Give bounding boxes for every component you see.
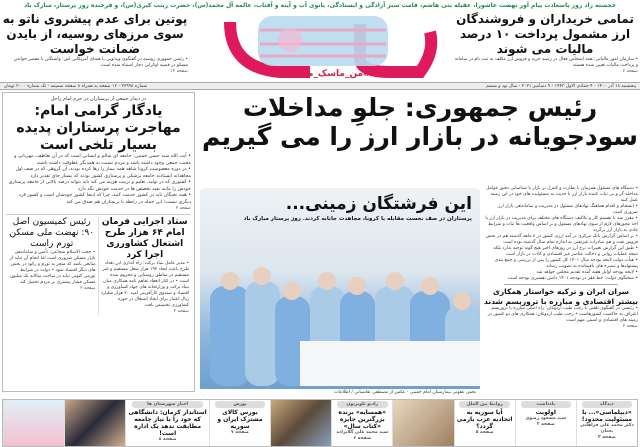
tag: اخبار شهرستان ها — [132, 401, 203, 408]
headline: سران ایران و ترکیه خواستار همکاری بیشتر اقتصادی و مبارزه با تروریسم شدند — [484, 287, 638, 306]
page-ref: صفحه ۵ — [475, 430, 494, 435]
title: بورس کالای مشترک ایران و سوریه — [217, 409, 263, 430]
photo-caption: بخش عفونی بیمارستان امام خمینی - عکس از مصطفی نقاشیانی / اطلاعات — [200, 389, 480, 396]
right-column — [484, 186, 638, 396]
title: «دیپلماسی»... با مسئولیت محدود! — [581, 409, 633, 423]
body: • رئیسی در گفتگوی تلفنی با رجب طیب اردوغان: راه اصلی مبارزه با تروریسم اعتراف به حاکمیت کشورهاست • رجب طیب اردوغان: همکاری های دو کشور در زمینه های اقتصادی و امنیتی مهم است — [487, 306, 638, 323]
housing-story[interactable] — [6, 217, 99, 315]
body: • حجت الاسلام شجاعی: تأمین و ساماندهی بازار مسکن ضروری است اما انجام آن نباید از منابعی باشد که منجر به تورم و رکود در بخش های دیگر اقتصاد شود • دولت در شرایط تورمی کنونی نباید در ساخت سالانه یک میلیون مسکن فشار بیشتری بر مردم تحمیل کند — [9, 250, 96, 285]
title: استاندار کرمان: دانشگاهی که خود را با نیاز جامعه مطابقت ندهد یک اداره است! — [128, 409, 207, 437]
bullet: • همه نخبگان باید در کشور خدمت کنند، چرا که اینجا کشور خودشان است و کشور فرد دیگری نیست؛ این جمله در رابطه با پرستاران هم صدق می کند — [18, 193, 191, 205]
top-right-story[interactable] — [452, 12, 638, 75]
iran-turkey-story[interactable] — [484, 287, 638, 330]
bullet: • در دوره معصومیت کرونا شاهد همه بیمار را رها کرده بودند، آن گروهی که در صف اول مجاهدانه ایستادند جامعه پزشکی و پرستاری کشور بودند که بسیار جای تقدیر دارد — [15, 167, 191, 179]
masthead — [190, 12, 450, 82]
kicker: در دیدار جمعی از پرستاران در حرم امام راحل — [50, 96, 147, 102]
teaser-image-governor[interactable] — [64, 400, 125, 446]
tag: دیدگاه — [582, 401, 633, 408]
bullet: • طبق این گزارش تغییرات نرخ ارز در روزهای اخیر هیچ گونه توجیه ندارد بلکه نتیجه عملیات روانی و دخالت عناصر غیر اقتصادی و کاذب در بازار است — [493, 246, 638, 257]
top-banner-wrap — [0, 0, 640, 12]
issue-info: شماره ۲۷۹۹۸ - ۱۲ صفحه به همراه ۸ صفحه ضمیمه - تک شماره ۲۰۰۰ تومان — [4, 84, 148, 89]
top-banner: خجسته زاد روز باسعادت پیام آور نهضت عاشورا، عقیله بنی هاشم، قامت سبز آزادگی و ایستادگی، بانوی آب و آینه و آفتاب، عالمه آل محمد(س)، حضرت زینب کبری(س)، و فرخنده روز پرستار، مبارک باد — [24, 2, 616, 9]
body: • مدیر عامل بنیاد برکت: راه اندازی این تعداد طرح باعث ایجاد ۱۹۲ هزار شغل مستقیم و غیر مستقیم در مناطق روستایی و محروم شده است • در کنار انعقاد تفاهم نامه همکاری میان بنیاد برکت و وزارتخانه های جهاد کشاورزی و اقتصاد و صندوق کارآفرینی امید ۲۰ هزار میلیارد ریال اعتبار برای ایجاد اشتغال در حوزه کشاورزی تخصیص یافت — [100, 261, 189, 308]
page-ref: صفحه ۲ — [622, 324, 638, 329]
farm-story[interactable] — [99, 217, 192, 315]
teaser-opinion[interactable] — [576, 400, 637, 446]
headline: پوتین برای عدم پیشروی ناتو به سوی مرزهای روسیه، از بایدن ضمانت خواست — [2, 12, 188, 56]
date: پنجشنبه ۱۸ آذر ۱۴۰۰ - ۴ جمادی الاول ۱۴۴۳ - ۹ دسامبر ۲۰۲۱ - سال نود و ششم — [486, 84, 636, 89]
author: سید محمد علی گلابزاده — [336, 430, 389, 435]
hashtag: #من_ماسک_می زنم — [280, 69, 371, 79]
bullet: • بر اساس گزارش بانک مرکزی در آمد ارزی کشور در ۸ ماهه گذشته هم در بخش فروش نفت و هم صادرات غیرنفتی به اندازه تمام سال گذشته بوده است — [485, 234, 638, 245]
page-ref: صفحه ۲ — [622, 69, 638, 74]
headline: ستاد اجرایی فرمان امام ۶۴ هزار طرح اشتغال کشاورزی اجرا کرد — [101, 217, 188, 260]
bullet: • سخنگوی دولت: خط فقر در بودجه ۱۴۰۱ دانش تفسیری بودجه است — [507, 276, 638, 281]
page-ref: صفحه ۲ — [173, 309, 189, 314]
tag: روابط بین الملل — [459, 401, 510, 408]
teaser-syria[interactable] — [454, 400, 515, 446]
body: • رئیس جمهوری روسیه در گفتگوی ویدئویی با همتای آمریکایی اش: واشنگتن با مقصر خواندن مسکو در قضیه اوکراین دچار اشتباه شده است — [13, 57, 188, 68]
teaser-bourse[interactable] — [209, 400, 270, 446]
page-ref: صفحه ۲ — [80, 286, 96, 291]
photo-subtitle: پرستاران در صف نخست مقابله با کرونا، مجاهدت جانانه کردند. روز پرستار مبارک باد — [243, 216, 472, 222]
headline: رئیس کمیسیون اصل ۹۰: نهضت ملی مسکن تورم زاست — [9, 217, 95, 249]
date-bar — [0, 82, 640, 90]
bullet: • لایحه بودجه اوایل هفته آینده تقدیم مجلس خواهد شد — [536, 270, 638, 275]
tag: بورس — [215, 401, 266, 408]
bullet: • مقرر شد با تقسیم کار و تکالیف دستگاه های مختلف برای مدیریت در بازار ارز با اخذ مجوزهای لازم از سوی نهادهای مسئول و بر اساس واقعیت ها ثبات و شرایط عادی به بازار ارز برگردد — [485, 216, 638, 233]
tag: رادیو تلویزیون — [337, 401, 388, 408]
photo-headline: این فرشتگان زمینی... — [285, 194, 472, 214]
page-ref: صفحه ۲ — [536, 422, 555, 427]
nurses-photo[interactable] — [200, 188, 480, 396]
nurses-group-image — [200, 246, 480, 386]
page-ref: صفحه ۱۲ — [170, 69, 188, 74]
page-ref: صفحه ۷ — [231, 430, 249, 435]
bullet: • دستگاه های مسئول همزمان با نظارت و کنترل بر بازار با شناسایی دقیق عوامل مداخله گر و بی ثبات کننده بازار ارز با جدیت به مسئولیت های خود در این زمینه عمل کنند — [486, 186, 638, 203]
left-column — [2, 92, 195, 392]
bullet: • کشوری که در تولید، تعلیم و تربیت هزینه می کند باید بتواند درصد بالایی از جامعه پرستاری خودش را مانند بقیه تخصص ها در خدمت خودش نگه دارد — [8, 180, 191, 192]
top-left-story[interactable] — [2, 12, 188, 75]
teaser-kerman[interactable] — [125, 400, 209, 446]
bullet: • انسجام و اقدام هماهنگ نهادهای مسئول در مدیریت و ساماندهی بازار ارز ضروری است — [498, 204, 638, 215]
bullet: • آیت الله سید حسن خمینی: جامعه ای سالم و انسانی است که در آن تعاطف، مهربانی و محبت جمعی وجود داشته باشد و مردم نسبت به همدیگر عطوفت داشته باشند — [14, 154, 191, 166]
page-ref: صفحه ۳ — [597, 435, 616, 440]
teaser-book[interactable] — [331, 400, 392, 446]
teaser-image-book[interactable] — [270, 400, 331, 446]
teaser-poster[interactable] — [3, 400, 64, 446]
teaser-image-flags[interactable] — [392, 400, 453, 446]
bottom-strip — [2, 399, 638, 447]
author: دکتر محمد علی فراهانی بختان — [580, 423, 634, 434]
bullet: • هیأت دولت لایحه بودجه سال ۱۴۰۱ کل کشور را پس از بررسی و جمع بندی پیشنهادها و تبصره های باقیمانده به تصویب رساند — [494, 258, 638, 269]
title: «همسایه» برنده بزرگترین جایزه «کتاب سال» — [338, 409, 387, 430]
headline: تمامی خریداران و فروشندگان ارز مشمول پرداخت ۱۰ درصد مالیات می شوند — [456, 12, 634, 56]
title: اولویت — [535, 409, 556, 416]
teaser-note[interactable] — [515, 400, 576, 446]
headline: یادگار گرامی امام: مهاجرت پرستاران پدیده بسیار تلخی است — [16, 103, 181, 153]
main-headline[interactable]: رئیس جمهوری: جلوِ مداخلات سودجویانه در بازار ارز را می گیریم — [201, 93, 639, 151]
author: سید مسعود رضوی — [525, 416, 567, 421]
tag: یادداشت — [521, 401, 572, 408]
page-ref: صفحه ۲ — [175, 206, 191, 211]
page-ref: صفحه ۸ — [158, 437, 177, 442]
body: • سازمان امور مالیاتی: همه اشخاص فعال در زمینه خرید و فروش ارز مکلف به ثبت نام در سامانه و پرداخت مالیات تعیین شده هستند — [454, 57, 638, 68]
nurses-story[interactable] — [6, 96, 191, 212]
title: آیا سوریه به اتحادیه عرب بازمی گردد؟ — [456, 409, 513, 430]
page-ref: صفحه ۶ — [353, 436, 372, 441]
